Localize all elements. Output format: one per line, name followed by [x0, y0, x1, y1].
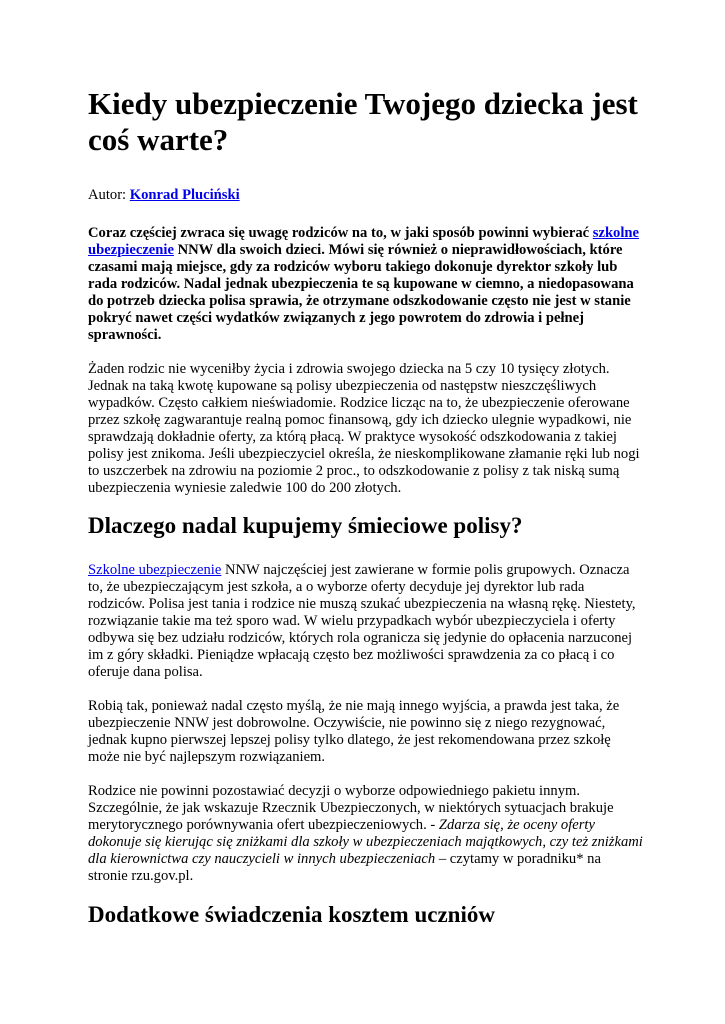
lead-paragraph: [88, 225, 644, 344]
document-page: [88, 86, 644, 929]
author-line: [88, 187, 644, 204]
paragraph-4-text-end: – czytamy w poradniku* na stronie rzu.gov.pl.: [88, 851, 601, 884]
body-paragraph-4: [88, 783, 644, 885]
body-paragraph-3: Robią tak, ponieważ nadal często myślą, że nie mają innego wyjścia, a prawda jest taka, że ubezpieczenie NNW jest dobrowolne. Oczywiście, nie powinno się z niego rezygnować, jednak kupno pierwszej lepszej polisy tylko dlatego, że jest rekomendowana przez szkołę może nie być najlepszym rozwiązaniem.: [88, 698, 620, 765]
author-link[interactable]: Konrad Pluciński: [129, 187, 240, 203]
lead-text-end: NNW dla swoich dzieci. Mówi się również o nieprawidłowościach, które czasami mają miejsce, gdy za rodziców wyboru takiego dokonuje dyrektor szkoły lub rada rodziców. Nadal jednak ubezpieczenia te są kupowane w ciemno, a niedopasowana do potrzeb dziecka polisa sprawia, że otrzymane odszkodowanie często nie jest w stanie pokryć nawet części wydatków związanych z jego powrotem do zdrowia i pełnej sprawności.: [88, 242, 634, 343]
quote-text: Zdarza się, że oceny oferty dokonuje się kierując się zniżkami dla szkoły w ubezpieczeniach majątkowych, czy też zniżkami dla kierownictwa czy nauczycieli w innych ubezpieczeniach: [88, 817, 643, 867]
paragraph-2-text: NNW najczęściej jest zawierane w formie polis grupowych. Oznacza to, że ubezpieczającym jest szkoła, a o wyborze oferty decyduje jej dyrektor lub rada rodziców. Polisa jest tania i rodzice nie muszą szukać ubezpieczenia na własną rękę. Niestety, rozwiązanie takie ma też sporo wad. W wielu przypadkach wybór ubezpieczyciela i oferty odbywa się bez udziału rodziców, których rola ogranicza się jedynie do opłacenia narzuconej im z góry składki. Pieniądze wpłacają często bez możliwości sprawdzenia za co płacą i co oferuje dana polisa.: [88, 562, 636, 680]
lead-text-start: Coraz częściej zwraca się uwagę rodziców na to, w jaki sposób powinni wybierać: [88, 225, 593, 241]
body-paragraph-2: [88, 562, 644, 681]
author-label: Autor:: [88, 187, 130, 203]
section-heading-1: Dlaczego nadal kupujemy śmieciowe polisy?: [88, 513, 523, 538]
szkolne-ubezpieczenie-link[interactable]: szkolne ubezpieczenie: [88, 225, 639, 258]
paragraph-4-text-start: Rodzice nie powinni pozostawiać decyzji o wyborze odpowiedniego pakietu innym. Szczególnie, że jak wskazuje Rzecznik Ubezpieczonych, w niektórych sytuacjach brakuje merytorycznego porównywania ofert ubezpieczeniowych. -: [88, 783, 614, 833]
article-title: Kiedy ubezpieczenie Twojego dziecka jest coś warte?: [88, 86, 638, 157]
body-paragraph-1: Żaden rodzic nie wyceniłby życia i zdrowia swojego dziecka na 5 czy 10 tysięcy złotych. Jednak na taką kwotę kupowane są polisy ubezpieczenia od następstw nieszczęśliwych wypadków. Często całkiem nieświadomie. Rodzice licząc na to, że ubezpieczenie oferowane przez szkołę zagwarantuje realną pomoc finansową, gdy ich dziecko ulegnie wypadkowi, nie sprawdzają dokładnie oferty, za którą płacą. W praktyce wysokość odszkodowania z takiej polisy jest znikoma. Jeśli ubezpieczyciel określa, że nieskomplikowane złamanie ręki lub nogi to uszczerbek na zdrowiu na poziomie 2 proc., to odszkodowanie z polisy z tak niską sumą ubezpieczenia wyniesie zaledwie 100 do 200 złotych.: [88, 361, 640, 496]
section-heading-2: Dodatkowe świadczenia kosztem uczniów: [88, 902, 495, 927]
szkolne-ubezpieczenie-link-2[interactable]: Szkolne ubezpieczenie: [88, 562, 222, 578]
